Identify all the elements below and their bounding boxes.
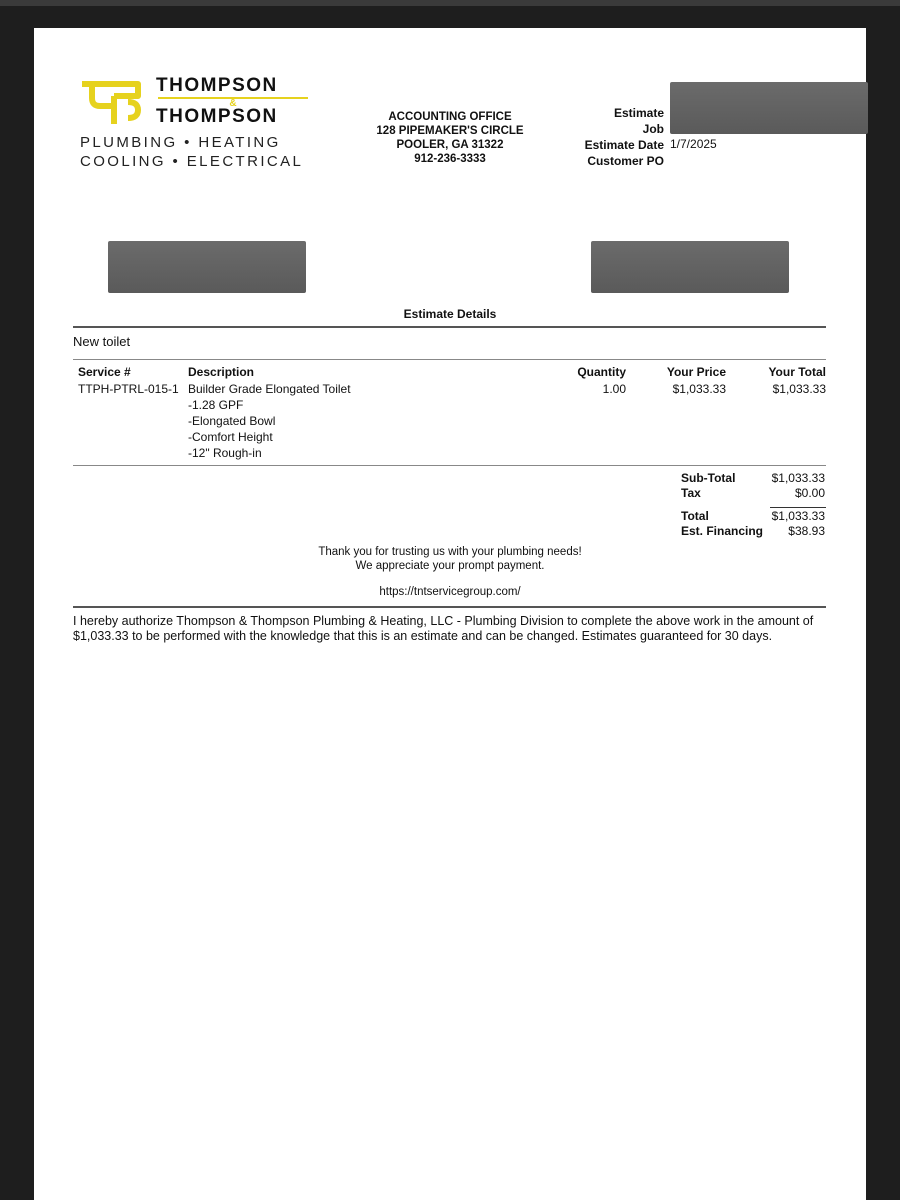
row-quantity: 1.00 bbox=[602, 382, 626, 396]
company-name-ampersand: & bbox=[158, 97, 308, 109]
description-line: -Comfort Height bbox=[188, 430, 273, 444]
header-quantity: Quantity bbox=[577, 365, 626, 379]
tax-value: $0.00 bbox=[794, 486, 825, 500]
row-price: $1,033.33 bbox=[672, 382, 726, 396]
subtotal-value: $1,033.33 bbox=[771, 471, 825, 485]
company-name bbox=[156, 76, 312, 127]
estimate-details-title: Estimate Details bbox=[403, 307, 497, 321]
company-logo bbox=[78, 75, 318, 170]
estimate-date-label: Estimate Date bbox=[584, 138, 664, 152]
office-address bbox=[350, 110, 550, 166]
tax-label: Tax bbox=[681, 486, 701, 500]
financing-label: Est. Financing bbox=[681, 524, 764, 538]
divider bbox=[73, 606, 826, 608]
divider bbox=[73, 359, 826, 360]
divider bbox=[73, 465, 826, 466]
thank-you-message bbox=[34, 545, 866, 573]
divider bbox=[73, 326, 826, 328]
description-line: -Elongated Bowl bbox=[188, 414, 276, 428]
header-description: Description bbox=[188, 365, 255, 379]
tt-logo-mark-icon bbox=[78, 76, 152, 130]
office-street: 128 PIPEMAKER'S CIRCLE bbox=[376, 125, 524, 137]
totals-rule bbox=[770, 507, 826, 508]
redacted-customer-address bbox=[108, 241, 306, 293]
row-total: $1,033.33 bbox=[772, 382, 826, 396]
row-service-number: TTPH-PTRL-015-1 bbox=[78, 382, 179, 396]
total-value: $1,033.33 bbox=[771, 509, 825, 523]
job-name: New toilet bbox=[73, 334, 131, 349]
header-total: Your Total bbox=[768, 365, 826, 379]
redacted-estimate-job-block bbox=[670, 82, 868, 134]
office-title: ACCOUNTING OFFICE bbox=[388, 111, 512, 123]
company-name-line1: THOMPSON bbox=[156, 75, 278, 96]
company-tagline-1: PLUMBING • HEATING bbox=[80, 134, 281, 151]
thank-you-line-1: Thank you for trusting us with your plumbing needs! bbox=[318, 546, 582, 558]
authorization-statement: I hereby authorize Thompson & Thompson Plumbing & Heating, LLC - Plumbing Division to complete the above work in the amount of $1,033.33 to be performed with the knowledge that this is an estimate and can be changed. Estimates guaranteed for 30 days. bbox=[73, 614, 814, 643]
estimate-meta-values bbox=[670, 136, 790, 152]
redacted-service-address bbox=[591, 241, 789, 293]
office-phone: 912-236-3333 bbox=[414, 153, 486, 165]
job-label: Job bbox=[642, 122, 664, 136]
company-tagline-2: COOLING • ELECTRICAL bbox=[80, 153, 304, 170]
description-line: -1.28 GPF bbox=[188, 398, 244, 412]
company-website: https://tntservicegroup.com/ bbox=[379, 586, 521, 598]
header-service: Service # bbox=[78, 365, 131, 379]
header-price: Your Price bbox=[666, 365, 726, 379]
thank-you-line-2: We appreciate your prompt payment. bbox=[355, 560, 545, 572]
financing-value: $38.93 bbox=[788, 524, 825, 538]
viewer-top-bar bbox=[0, 0, 900, 6]
customer-po-label: Customer PO bbox=[587, 154, 664, 168]
estimate-date-value: 1/7/2025 bbox=[670, 137, 717, 151]
description-line: -12" Rough-in bbox=[188, 446, 262, 460]
company-name-line2: THOMPSON bbox=[156, 106, 278, 127]
estimate-number-label: Estimate bbox=[613, 106, 664, 120]
row-description bbox=[188, 381, 351, 461]
description-line: Builder Grade Elongated Toilet bbox=[188, 382, 351, 396]
estimate-document bbox=[34, 28, 866, 1200]
total-label: Total bbox=[681, 509, 709, 523]
office-city: POOLER, GA 31322 bbox=[396, 139, 504, 151]
estimate-meta-labels bbox=[564, 105, 664, 169]
subtotal-label: Sub-Total bbox=[681, 471, 736, 485]
